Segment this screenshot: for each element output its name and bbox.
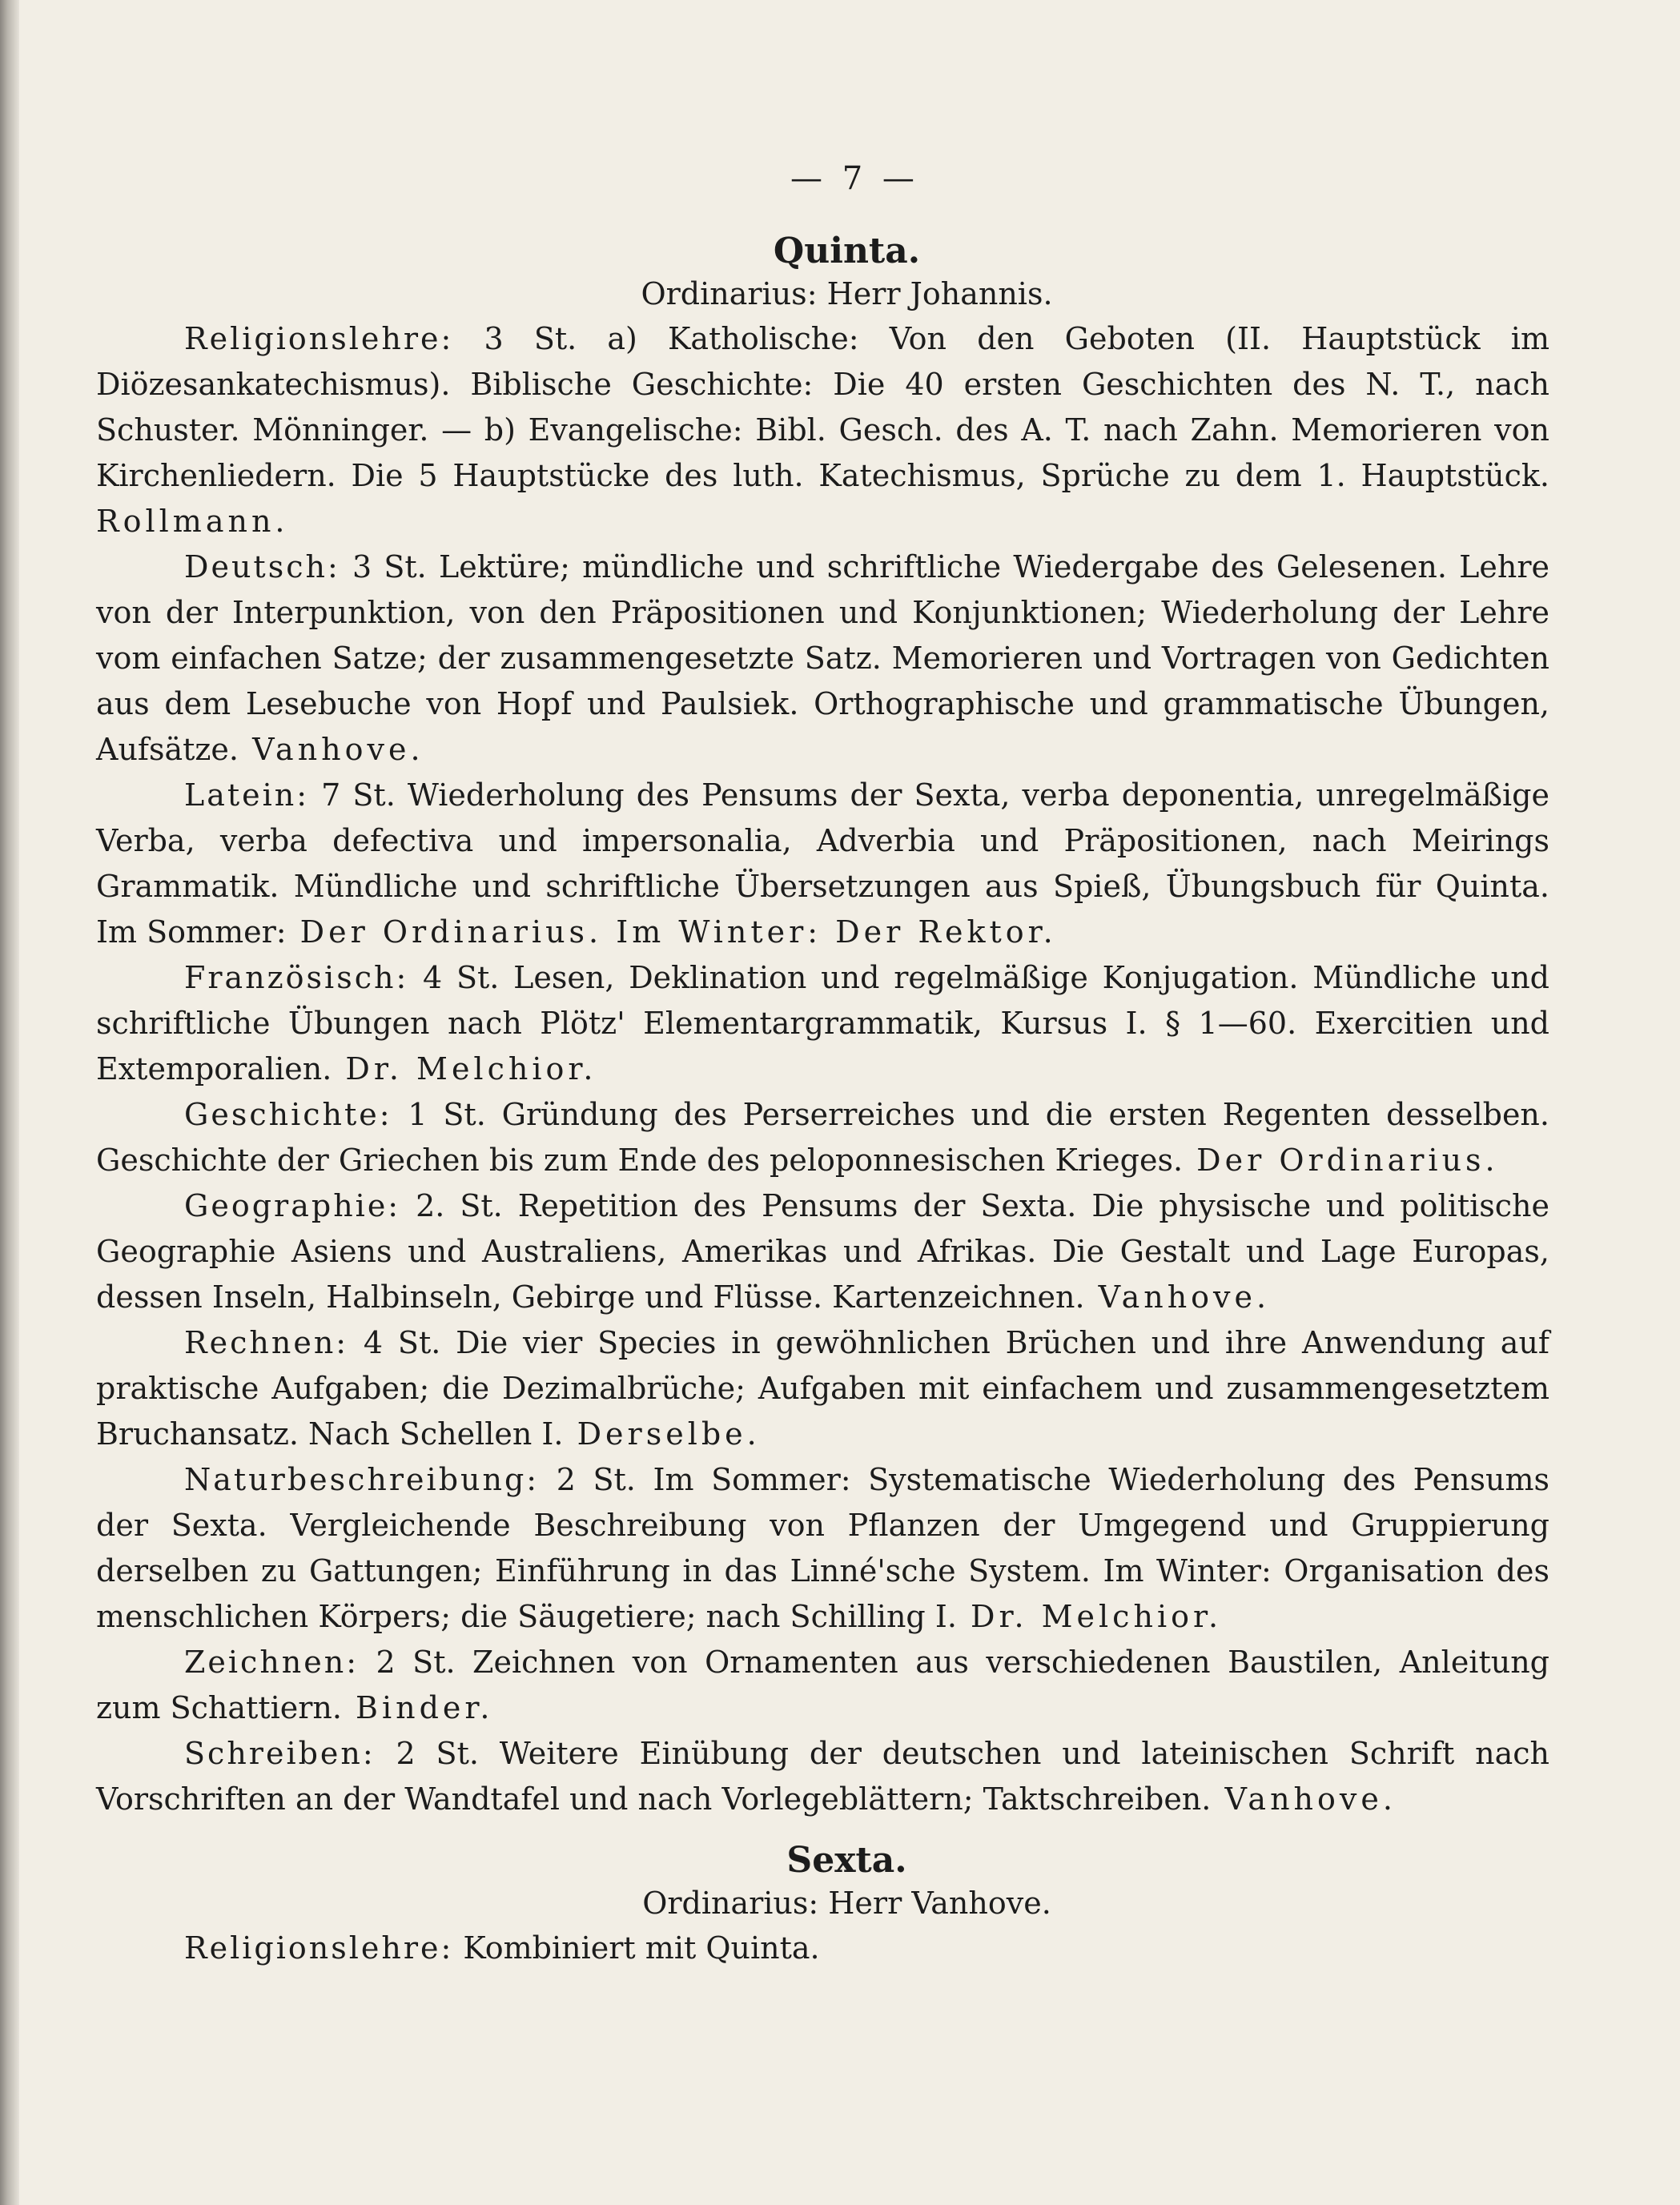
paragraph-latein <box>96 773 1549 955</box>
paragraph-religion-sexta <box>96 1926 1549 1971</box>
subject-label: Geographie: <box>184 1188 401 1223</box>
paragraph-text: 7 St. Wiederholung des Pensums der Sexta, verba deponentia, unregelmäßige Verba, verba defectiva und impersonalia, Adverbia und Präpositionen, nach Meirings Grammatik. Mündliche und schriftliche Übersetzungen aus Spieß, Übungsbuch für Quinta. Im Sommer: <box>96 777 1549 950</box>
paragraph-text: 4 St. Die vier Species in gewöhnlichen Brüchen und ihre Anwendung auf praktische Aufgaben; die Dezimalbrüche; Aufgaben mit einfachem und zusammengesetztem Bruchansatz. Nach Schellen I. <box>96 1325 1549 1452</box>
teacher-name: Vanhove. <box>239 732 424 767</box>
paragraph-zeichnen <box>96 1640 1549 1731</box>
teacher-name: Der Ordinarius. Im Winter: Der Rektor. <box>286 914 1057 950</box>
subject-label: Religionslehre: <box>184 321 454 356</box>
paragraph-text: 3 St. a) Katholische: Von den Geboten (II. Hauptstück im Diözesankatechismus). Biblische Geschichte: Die 40 ersten Geschichten des N. T., nach Schuster. Mönninger. — b) Evangelische: Bibl. Gesch. des A. T. nach Zahn. Memorieren von Kirchenliedern. Die 5 Hauptstücke des luth. Katechismus, Sprüche zu dem 1. Hauptstück. <box>96 321 1549 493</box>
paragraph-religion <box>96 316 1549 544</box>
teacher-name: Rollmann. <box>96 504 289 539</box>
page-binding-edge <box>0 0 19 2205</box>
subject-label: Religionslehre: <box>184 1930 454 1966</box>
subject-label: Zeichnen: <box>184 1645 360 1680</box>
paragraph-text: 3 St. Lektüre; mündliche und schriftliche Wiedergabe des Gelesenen. Lehre von der Interpunktion, von den Präpositionen und Konjunktionen; Wiederholung der Lehre vom einfachen Satze; der zusammengesetzte Satz. Memorieren und Vortragen von Gedichten aus dem Lesebuche von Hopf und Paulsiek. Orthographische und grammatische Übungen, Aufsätze. <box>96 549 1549 767</box>
section-title-sexta: Sexta. <box>786 1840 907 1881</box>
paragraph-text: 2 St. Weitere Einübung der deutschen und lateinischen Schrift nach Vorschriften an der Wandtafel und nach Vorlegeblättern; Taktschreiben. <box>96 1736 1549 1817</box>
paragraph-geographie <box>96 1183 1549 1320</box>
paragraph-franzoesisch <box>96 955 1549 1092</box>
paragraph-text: 1 St. Gründung des Perserreiches und die ersten Regenten desselben. Geschichte der Griechen bis zum Ende des peloponnesischen Krieges. <box>96 1097 1549 1178</box>
teacher-name: Derselbe. <box>563 1416 761 1452</box>
teacher-name: Binder. <box>341 1690 494 1725</box>
page-number: — 7 — <box>790 160 919 197</box>
subject-label: Naturbeschreibung: <box>184 1462 540 1497</box>
subject-label: Latein: <box>184 777 310 813</box>
subject-label: Rechnen: <box>184 1325 349 1360</box>
subject-label: Schreiben: <box>184 1736 376 1771</box>
paragraph-text: 2. St. Repetition des Pensums der Sexta. Die physische und politische Geographie Asiens und Australiens, Amerikas und Afrikas. Die Gestalt und Lage Europas, dessen Inseln, Halbinseln, Gebirge und Flüsse. Kartenzeichnen. <box>96 1188 1549 1315</box>
paragraph-rechnen <box>96 1320 1549 1457</box>
paragraph-text: Kombiniert mit Quinta. <box>453 1930 820 1966</box>
ordinarius-sexta: Ordinarius: Herr Vanhove. <box>642 1886 1051 1921</box>
teacher-name: Der Ordinarius. <box>1183 1143 1499 1178</box>
paragraph-naturbeschreibung <box>96 1457 1549 1640</box>
paragraph-schreiben <box>96 1731 1549 1822</box>
paragraph-geschichte <box>96 1092 1549 1183</box>
page-content <box>96 160 1549 1971</box>
teacher-name: Dr. Melchior. <box>956 1599 1223 1634</box>
teacher-name: Vanhove. <box>1211 1781 1397 1817</box>
paragraph-text: 2 St. Zeichnen von Ornamenten aus verschiedenen Baustilen, Anleitung zum Schattiern. <box>96 1645 1549 1725</box>
teacher-name: Dr. Melchior. <box>332 1051 597 1086</box>
teacher-name: Vanhove. <box>1084 1279 1271 1315</box>
ordinarius-quinta: Ordinarius: Herr Johannis. <box>641 276 1053 311</box>
subject-label: Deutsch: <box>184 549 340 584</box>
section-title-quinta: Quinta. <box>773 231 921 271</box>
paragraph-text: 2 St. Im Sommer: Systematische Wiederholung des Pensums der Sexta. Vergleichende Beschreibung von Pflanzen der Umgegend und Gruppierung derselben zu Gattungen; Einführung in das Linné'sche System. Im Winter: Organisation des menschlichen Körpers; die Säugetiere; nach Schilling I. <box>96 1462 1549 1634</box>
subject-label: Französisch: <box>184 960 409 995</box>
paragraph-deutsch <box>96 544 1549 773</box>
subject-label: Geschichte: <box>184 1097 392 1132</box>
paragraph-text: 4 St. Lesen, Deklination und regelmäßige Konjugation. Mündliche und schriftliche Übungen nach Plötz' Elementargrammatik, Kursus I. § 1—60. Exercitien und Extemporalien. <box>96 960 1549 1086</box>
